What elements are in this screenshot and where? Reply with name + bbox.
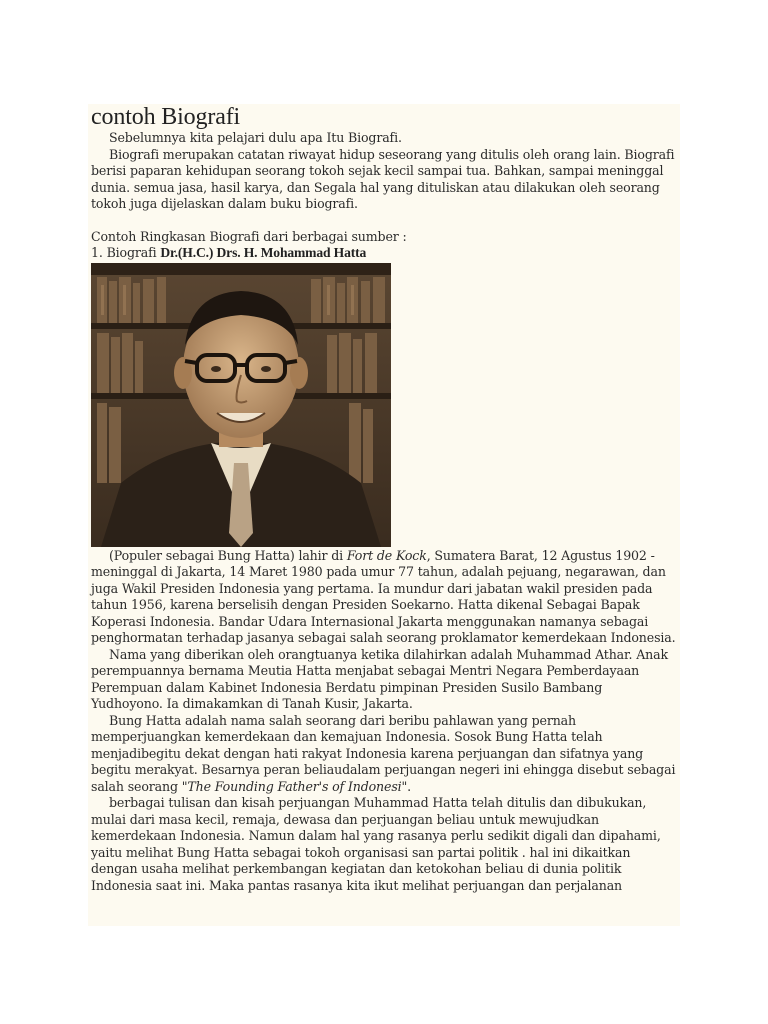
examples-heading: Contoh Ringkasan Biografi dari berbagai sumber : (91, 228, 407, 244)
intro-paragraph-2: Biografi merupakan catatan riwayat hidup seseorang yang ditulis oleh orang lain. Biografi berisi paparan kehidupan seorang tokoh sejak kecil sampai tua. Bahkan, sampai meninggal dunia. semua jasa, hasil karya, dan Segala hal yang dituliskan atau dilakukan oleh seorang tokoh juga dijelaskan dalam buku biografi. (91, 146, 675, 211)
biography-paragraph-3-start: Bung Hatta adalah nama salah seorang dari beribu pahlawan yang pernah memperjuangkan kemerdekaan dan kemajuan Indonesia. Sosok Bung Hatta telah menjadibegitu dekat dengan hati rakyat Indonesia karena perjuangan dan sifatnya yang begitu merakyat. Besarnya peran beliaudalam perjuangan negeri ini ehingga disebut sebagai salah seorang (91, 712, 676, 794)
biography-paragraph-1 (91, 548, 677, 647)
document-content (88, 104, 680, 894)
biography-paragraph-3 (91, 713, 677, 796)
example-title (91, 245, 677, 262)
biography-paragraph-3-end: . (407, 778, 412, 794)
biography-paragraph-4: berbagai tulisan dan kisah perjuangan Muhammad Hatta telah ditulis dan dibukukan, mulai dari masa kecil, remaja, dewasa dan perjuangan beliau untuk mewujudkan kemerdekaan Indonesia. Namun dalam hal yang rasanya perlu sedikit digali dan dipahami, yaitu melihat Bung Hatta sebagai tokoh organisasi san partai politik . hal ini dikaitkan dengan usaha melihat perkembangan kegiatan dan ketokohan beliau di dunia politik Indonesia saat ini. Maka pantas rasanya kita ikut melihat perjuangan dan perjalanan (91, 795, 661, 893)
birthplace: Fort de Kock (346, 547, 427, 563)
biography-paragraph-2: Nama yang diberikan oleh orangtuanya ketika dilahirkan adalah Muhammad Athar. Anak perempuannya bernama Meutia Hatta menjabat sebagai Mentri Negara Pemberdayaan Perempuan dalam Kabinet Indonesia Berdatu pimpinan Presiden Susilo Bambang Yudhoyono. Ia dimakamkan di Tanah Kusir, Jakarta. (91, 646, 668, 711)
paragraph-gap (91, 213, 677, 229)
intro-paragraph-1: Sebelumnya kita pelajari dulu apa Itu Biografi. (109, 130, 402, 145)
document-page (88, 104, 680, 926)
biography-paragraph-1-rest: , Sumatera Barat, 12 Agustus 1902 - meninggal di Jakarta, 14 Maret 1980 pada umur 77 tahun, adalah pejuang, negarawan, dan juga Wakil Presiden Indonesia yang pertama. Ia mundur dari jabatan wakil presiden pada tahun 1956, karena berselisih dengan Presiden Soekarno. Hatta dikenal Sebagai Bapak Koperasi Indonesia. Bandar Udara Internasional Jakarta menggunakan namanya sebagai penghormatan terhadap jasanya sebagai salah seorang proklamator kemerdekaan Indonesia. (91, 547, 676, 645)
founding-fathers-quote: "The Founding Father's of Indonesi" (181, 778, 408, 794)
biography-paragraph-1-start: (Populer sebagai Bung Hatta) lahir di (109, 547, 347, 563)
example-person-name: Dr.(H.C.) Drs. H. Mohammad Hatta (160, 245, 367, 260)
portrait-photo (91, 263, 391, 547)
example-number: 1. Biografi (91, 245, 161, 260)
document-title: contoh Biografi (91, 104, 241, 130)
